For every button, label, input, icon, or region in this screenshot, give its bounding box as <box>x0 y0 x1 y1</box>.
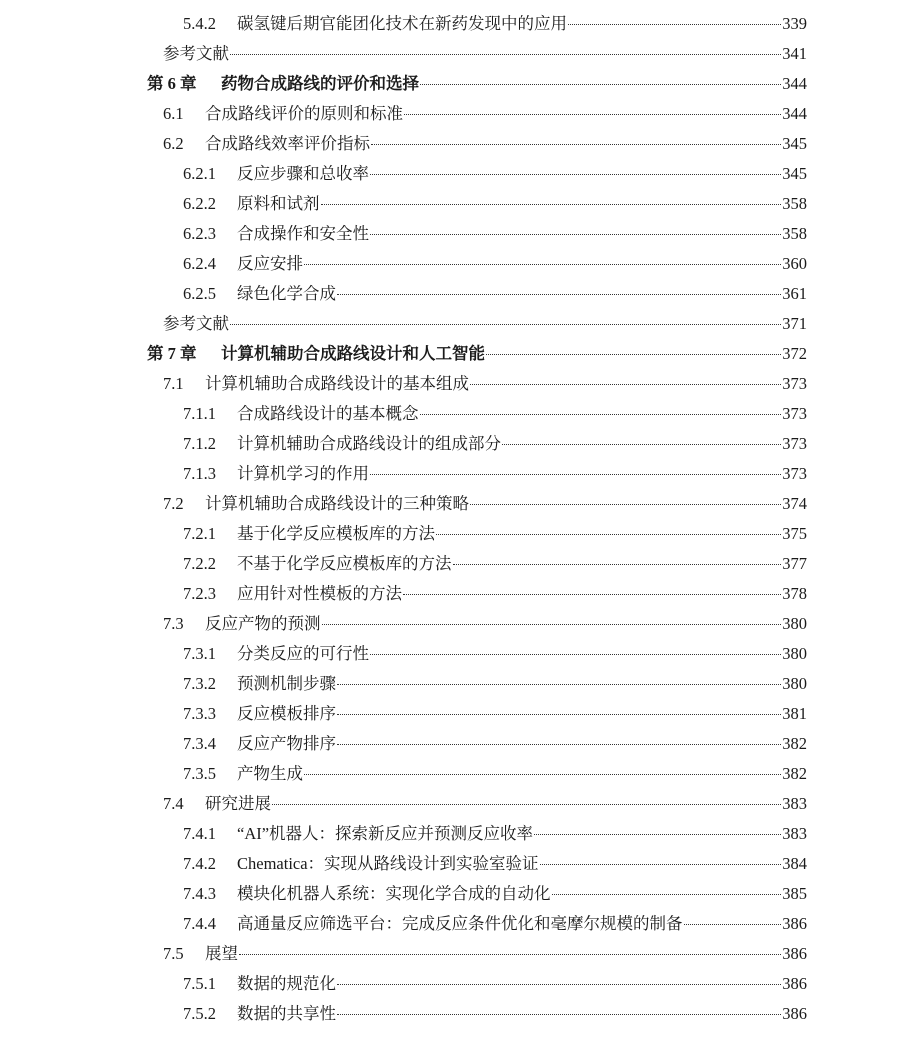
toc-entry[interactable] <box>0 969 900 999</box>
section-title: 绿色化学合成 <box>237 284 336 303</box>
page-number: 360 <box>782 254 807 273</box>
toc-entry[interactable] <box>0 39 900 69</box>
dot-leader <box>404 113 781 115</box>
section-title: 合成操作和安全性 <box>237 224 369 243</box>
page-number: 361 <box>782 284 807 303</box>
toc-chapter[interactable] <box>0 339 900 369</box>
section-number: 6.2.3 <box>183 224 216 243</box>
section-number: 7.4.4 <box>183 914 216 933</box>
dot-leader <box>337 1013 781 1015</box>
section-title: 分类反应的可行性 <box>237 644 369 663</box>
page-number: 386 <box>782 974 807 993</box>
section-title: 数据的共享性 <box>237 1004 336 1023</box>
toc-entry[interactable] <box>0 249 900 279</box>
section-number: 6.2 <box>163 134 184 153</box>
page-number: 381 <box>782 704 807 723</box>
section-title: 研究进展 <box>205 794 271 813</box>
dot-leader <box>568 23 781 25</box>
dot-leader <box>370 473 781 475</box>
section-number: 7.3.2 <box>183 674 216 693</box>
dot-leader <box>540 863 782 865</box>
section-number: 7.4 <box>163 794 184 813</box>
page-number: 383 <box>782 794 807 813</box>
section-title: 参考文献 <box>163 44 229 63</box>
toc-entry[interactable] <box>0 159 900 189</box>
dot-leader <box>304 773 781 775</box>
dot-leader <box>486 353 781 355</box>
dot-leader <box>436 533 781 535</box>
section-title: 合成路线效率评价指标 <box>205 134 370 153</box>
toc-entry[interactable] <box>0 99 900 129</box>
dot-leader <box>552 893 782 895</box>
section-title: 计算机辅助合成路线设计的组成部分 <box>237 434 501 453</box>
section-number: 5.4.2 <box>183 14 216 33</box>
page-number: 375 <box>782 524 807 543</box>
section-number: 6.2.4 <box>183 254 216 273</box>
toc-chapter[interactable] <box>0 69 900 99</box>
page-number: 386 <box>782 944 807 963</box>
page-number: 339 <box>782 14 807 33</box>
page-number: 377 <box>782 554 807 573</box>
section-title: 产物生成 <box>237 764 303 783</box>
section-number: 7.3.3 <box>183 704 216 723</box>
toc-entry[interactable] <box>0 459 900 489</box>
chapter-number: 第 7 章 <box>147 344 197 363</box>
section-title: 模块化机器人系统：实现化学合成的自动化 <box>237 884 551 903</box>
section-title: 计算机学习的作用 <box>237 464 369 483</box>
section-title: 反应步骤和总收率 <box>237 164 369 183</box>
section-title: Chematica：实现从路线设计到实验室验证 <box>237 854 539 873</box>
dot-leader <box>684 923 782 925</box>
toc-entry[interactable] <box>0 489 900 519</box>
section-title: 反应安排 <box>237 254 303 273</box>
dot-leader <box>470 503 781 505</box>
toc-entry[interactable] <box>0 279 900 309</box>
toc-entry[interactable] <box>0 909 900 939</box>
dot-leader <box>370 233 781 235</box>
section-title: 合成路线评价的原则和标准 <box>205 104 403 123</box>
dot-leader <box>502 443 781 445</box>
dot-leader <box>272 803 781 805</box>
page-number: 345 <box>782 134 807 153</box>
dot-leader <box>420 83 781 85</box>
section-number: 6.2.2 <box>183 194 216 213</box>
toc-entry[interactable] <box>0 639 900 669</box>
dot-leader <box>337 983 781 985</box>
dot-leader <box>304 263 781 265</box>
section-number: 6.2.5 <box>183 284 216 303</box>
toc-entry[interactable] <box>0 399 900 429</box>
section-number: 7.4.3 <box>183 884 216 903</box>
page-number: 386 <box>782 1004 807 1023</box>
dot-leader <box>322 623 782 625</box>
section-title: 高通量反应筛选平台：完成反应条件优化和毫摩尔规模的制备 <box>237 914 683 933</box>
dot-leader <box>370 173 781 175</box>
dot-leader <box>534 833 781 835</box>
section-number: 7.2 <box>163 494 184 513</box>
section-title: 反应产物的预测 <box>205 614 321 633</box>
section-number: 7.3.1 <box>183 644 216 663</box>
page-number: 385 <box>782 884 807 903</box>
section-number: 7.2.1 <box>183 524 216 543</box>
dot-leader <box>239 953 781 955</box>
toc-entry[interactable] <box>0 9 900 39</box>
toc-entry[interactable] <box>0 849 900 879</box>
page-number: 341 <box>782 44 807 63</box>
section-number: 7.3.4 <box>183 734 216 753</box>
toc-entry[interactable] <box>0 939 900 969</box>
section-title: 展望 <box>205 944 238 963</box>
toc-entry[interactable] <box>0 309 900 339</box>
chapter-title: 药物合成路线的评价和选择 <box>221 74 419 93</box>
toc-entry[interactable] <box>0 609 900 639</box>
dot-leader <box>420 413 782 415</box>
section-title: 原料和试剂 <box>237 194 320 213</box>
toc-entry[interactable] <box>0 129 900 159</box>
page-number: 344 <box>782 104 807 123</box>
section-title: 不基于化学反应模板库的方法 <box>237 554 452 573</box>
section-number: 7.1 <box>163 374 184 393</box>
section-number: 7.1.3 <box>183 464 216 483</box>
section-title: 应用针对性模板的方法 <box>237 584 402 603</box>
section-title: 反应产物排序 <box>237 734 336 753</box>
chapter-number: 第 6 章 <box>147 74 197 93</box>
page-number: 345 <box>782 164 807 183</box>
section-number: 6.2.1 <box>183 164 216 183</box>
page-number: 373 <box>782 464 807 483</box>
toc-entry[interactable] <box>0 519 900 549</box>
page-number: 380 <box>782 644 807 663</box>
dot-leader <box>230 53 781 55</box>
page-number: 358 <box>782 224 807 243</box>
toc-entry[interactable] <box>0 879 900 909</box>
section-title: 碳氢键后期官能团化技术在新药发现中的应用 <box>237 14 567 33</box>
dot-leader <box>403 593 781 595</box>
toc-entry[interactable] <box>0 549 900 579</box>
page-number: 373 <box>782 434 807 453</box>
page-number: 373 <box>782 374 807 393</box>
toc-entry[interactable] <box>0 789 900 819</box>
section-number: 7.4.1 <box>183 824 216 843</box>
dot-leader <box>337 743 781 745</box>
page-number: 372 <box>782 344 807 363</box>
toc-entry[interactable] <box>0 429 900 459</box>
section-title: 反应模板排序 <box>237 704 336 723</box>
toc-entry[interactable] <box>0 669 900 699</box>
page-number: 380 <box>782 674 807 693</box>
page-number: 371 <box>782 314 807 333</box>
dot-leader <box>453 563 782 565</box>
section-number: 7.3.5 <box>183 764 216 783</box>
page-number: 386 <box>782 914 807 933</box>
section-title: 计算机辅助合成路线设计的三种策略 <box>205 494 469 513</box>
page-number: 383 <box>782 824 807 843</box>
dot-leader <box>230 323 781 325</box>
section-number: 7.5.2 <box>183 1004 216 1023</box>
toc-entry[interactable] <box>0 369 900 399</box>
toc-entry[interactable] <box>0 759 900 789</box>
toc-entry[interactable] <box>0 189 900 219</box>
dot-leader <box>321 203 782 205</box>
section-number: 7.2.2 <box>183 554 216 573</box>
page-number: 344 <box>782 74 807 93</box>
toc-entry[interactable] <box>0 999 900 1029</box>
page-number: 384 <box>782 854 807 873</box>
dot-leader <box>337 683 781 685</box>
section-title: 预测机制步骤 <box>237 674 336 693</box>
page-number: 358 <box>782 194 807 213</box>
section-number: 7.5 <box>163 944 184 963</box>
section-title: 数据的规范化 <box>237 974 336 993</box>
toc-entry[interactable] <box>0 729 900 759</box>
section-number: 7.2.3 <box>183 584 216 603</box>
page-number: 382 <box>782 764 807 783</box>
section-title: 基于化学反应模板库的方法 <box>237 524 435 543</box>
section-title: 计算机辅助合成路线设计的基本组成 <box>205 374 469 393</box>
dot-leader <box>370 653 781 655</box>
dot-leader <box>371 143 781 145</box>
chapter-title: 计算机辅助合成路线设计和人工智能 <box>221 344 485 363</box>
section-number: 7.1.2 <box>183 434 216 453</box>
page-number: 373 <box>782 404 807 423</box>
page-number: 378 <box>782 584 807 603</box>
toc-entry[interactable] <box>0 219 900 249</box>
section-title: 参考文献 <box>163 314 229 333</box>
section-title: 合成路线设计的基本概念 <box>237 404 419 423</box>
section-number: 7.3 <box>163 614 184 633</box>
section-number: 6.1 <box>163 104 184 123</box>
section-number: 7.1.1 <box>183 404 216 423</box>
dot-leader <box>470 383 781 385</box>
dot-leader <box>337 293 781 295</box>
page-number: 374 <box>782 494 807 513</box>
page-number: 380 <box>782 614 807 633</box>
toc-entry[interactable] <box>0 699 900 729</box>
toc-entry[interactable] <box>0 579 900 609</box>
dot-leader <box>337 713 781 715</box>
page-number: 382 <box>782 734 807 753</box>
section-number: 7.5.1 <box>183 974 216 993</box>
section-title: “AI”机器人：探索新反应并预测反应收率 <box>237 824 534 843</box>
toc-entry[interactable] <box>0 819 900 849</box>
section-number: 7.4.2 <box>183 854 216 873</box>
